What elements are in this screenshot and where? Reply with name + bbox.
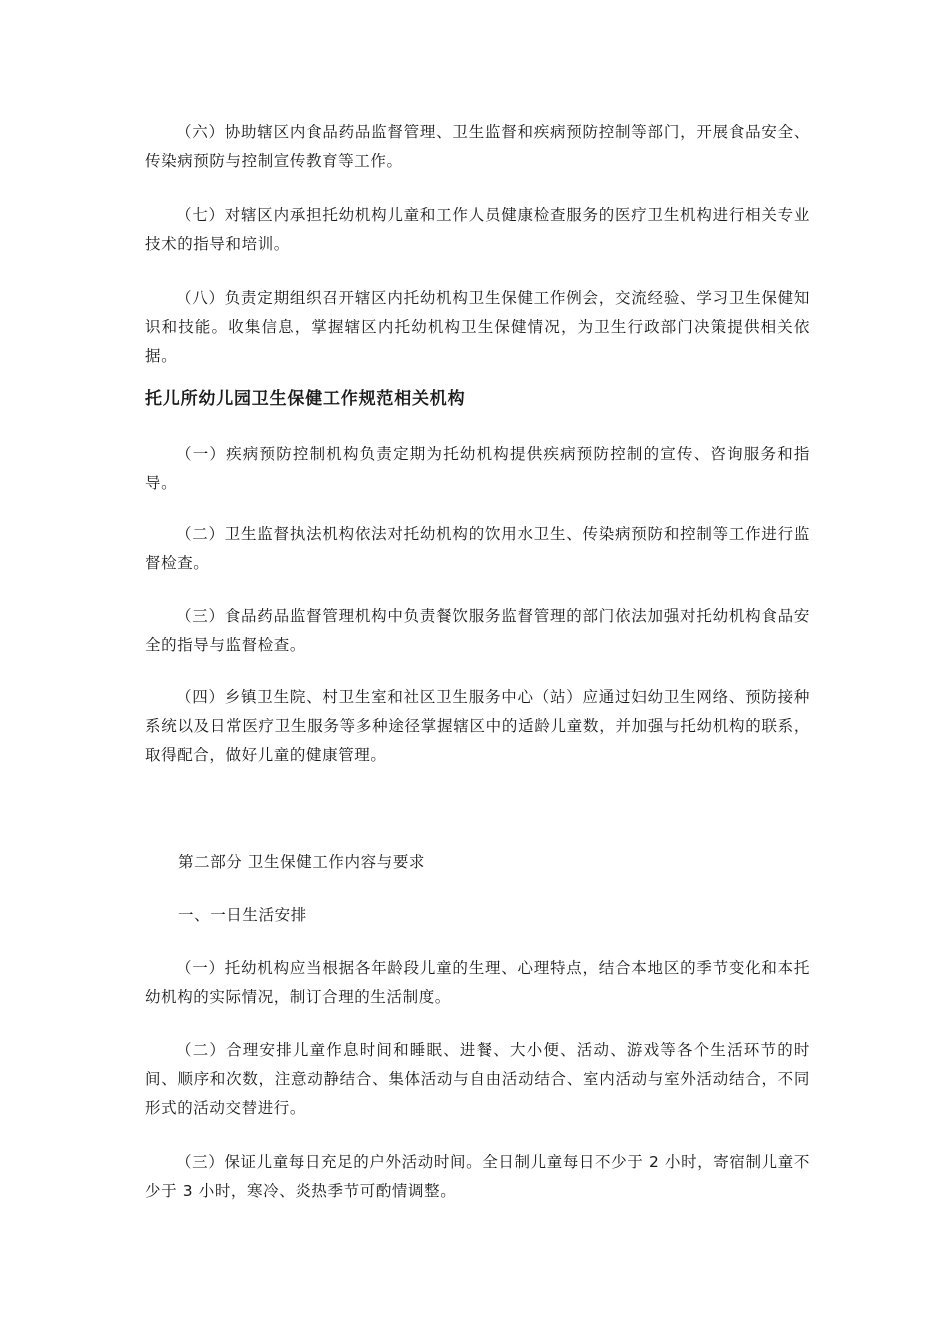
paragraph-schedule-3: （三）保证儿童每日充足的户外活动时间。全日制儿童每日不少于 2 小时，寄宿制儿童不少于 3 小时，寒冷、炎热季节可酌情调整。 [145, 1153, 810, 1200]
paragraph-8: （八）负责定期组织召开辖区内托幼机构卫生保健工作例会，交流经验、学习卫生保健知识和技能。收集信息，掌握辖区内托幼机构卫生保健情况，为卫生行政部门决策提供相关依据。 [145, 289, 810, 365]
paragraph-schedule-1: （一）托幼机构应当根据各年龄段儿童的生理、心理特点，结合本地区的季节变化和本托幼机构的实际情况，制订合理的生活制度。 [145, 959, 810, 1006]
paragraph-7: （七）对辖区内承担托幼机构儿童和工作人员健康检查服务的医疗卫生机构进行相关专业技术的指导和培训。 [145, 206, 810, 253]
part-heading: 第二部分 卫生保健工作内容与要求 [178, 853, 426, 871]
paragraph-agency-4: （四）乡镇卫生院、村卫生室和社区卫生服务中心（站）应通过妇幼卫生网络、预防接种系统以及日常医疗卫生服务等多种途径掌握辖区中的适龄儿童数，并加强与托幼机构的联系，取得配合，做好儿童的健康管理。 [145, 688, 810, 764]
paragraph-schedule-2: （二）合理安排儿童作息时间和睡眠、进餐、大小便、活动、游戏等各个生活环节的时间、顺序和次数，注意动静结合、集体活动与自由活动结合、室内活动与室外活动结合，不同形式的活动交替进行。 [145, 1041, 810, 1117]
subsection-heading: 一、一日生活安排 [178, 906, 307, 924]
paragraph-agency-3: （三）食品药品监督管理机构中负责餐饮服务监督管理的部门依法加强对托幼机构食品安全的指导与监督检查。 [145, 607, 810, 654]
paragraph-6: （六）协助辖区内食品药品监督管理、卫生监督和疾病预防控制等部门，开展食品安全、传染病预防与控制宣传教育等工作。 [145, 123, 810, 170]
paragraph-agency-2: （二）卫生监督执法机构依法对托幼机构的饮用水卫生、传染病预防和控制等工作进行监督检查。 [145, 525, 810, 572]
section-heading: 托儿所幼儿园卫生保健工作规范相关机构 [145, 389, 466, 409]
paragraph-agency-1: （一）疾病预防控制机构负责定期为托幼机构提供疾病预防控制的宣传、咨询服务和指导。 [145, 445, 810, 492]
